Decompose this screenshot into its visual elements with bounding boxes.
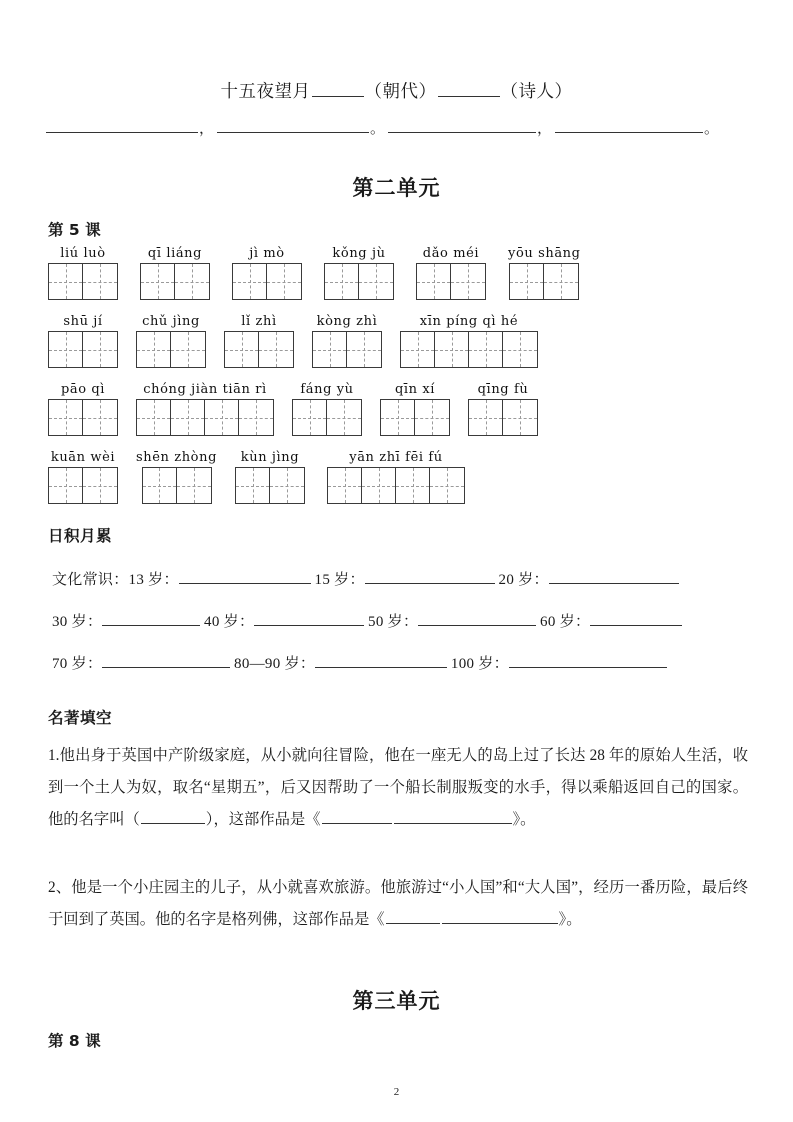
character-cell[interactable] [83, 468, 117, 503]
character-cell[interactable] [137, 400, 171, 435]
pinyin-label: shēn zhòng [136, 450, 217, 465]
age-answer-blank[interactable] [315, 652, 447, 668]
pinyin-writing-grid [48, 242, 748, 514]
mingzhu-item-1-text-part1: 1.他出身于英国中产阶级家庭，从小就向往冒险，他在一座无人的岛上过了长达 28 年的原始人生活，收到一个土人为奴，取名“星期五”，后又因帮助了一个船长制服叛变的水手，得以乘船返回自己的国家。他的名字叫（ [48, 747, 748, 828]
riji-yuelei-heading: 日积月累 [48, 527, 113, 545]
character-box-group[interactable] [48, 467, 118, 504]
pinyin-grid-row [48, 378, 748, 436]
character-cell[interactable] [225, 332, 259, 367]
pinyin-label: kǒng jù [332, 246, 386, 261]
age-answer-blank[interactable] [549, 568, 679, 584]
pinyin-word-unit [48, 382, 118, 436]
pinyin-word-unit [136, 450, 217, 504]
unit-3-heading: 第三单元 [352, 989, 441, 1013]
pinyin-word-unit [232, 246, 302, 300]
mingzhu-item-2-work-blank-a[interactable] [386, 908, 440, 924]
age-fill-line [52, 652, 752, 674]
character-cell[interactable] [401, 332, 435, 367]
age-label: 20 岁： [498, 572, 549, 588]
pinyin-label: chóng jiàn tiān rì [143, 382, 267, 397]
poem-title-row [0, 78, 793, 103]
character-cell[interactable] [171, 332, 205, 367]
poem-title: 十五夜望月 [220, 81, 311, 101]
character-cell[interactable] [83, 264, 117, 299]
character-cell[interactable] [417, 264, 451, 299]
mingzhu-item-2 [48, 872, 748, 936]
character-box-group[interactable] [509, 263, 579, 300]
mingzhu-item-1-work-blank-b[interactable] [394, 808, 512, 824]
pinyin-label: liú luò [60, 246, 106, 261]
pinyin-word-unit [235, 450, 305, 504]
pinyin-label: lǐ zhì [241, 314, 277, 329]
character-box-group[interactable] [142, 467, 212, 504]
pinyin-grid-row [48, 242, 748, 300]
pinyin-word-unit [324, 246, 394, 300]
character-box-group[interactable] [416, 263, 486, 300]
page-number: 2 [393, 1086, 400, 1098]
age-answer-blank[interactable] [509, 652, 667, 668]
poem-dynasty-blank[interactable] [312, 79, 364, 98]
pinyin-label: yān zhī fēi fú [349, 450, 443, 465]
character-cell[interactable] [270, 468, 304, 503]
character-cell[interactable] [205, 400, 239, 435]
character-cell[interactable] [239, 400, 273, 435]
poem-poet-blank[interactable] [438, 79, 500, 98]
age-answer-blank[interactable] [590, 610, 682, 626]
character-box-group[interactable] [235, 467, 305, 504]
character-cell[interactable] [49, 468, 83, 503]
poem-comma-1: ， [199, 121, 215, 137]
age-label: 100 岁： [450, 656, 509, 672]
pinyin-word-unit [292, 382, 362, 436]
lesson-8-label: 第 8 课 [48, 1032, 101, 1050]
age-label: 15 岁： [314, 572, 365, 588]
mingzhu-tiankong-heading: 名著填空 [48, 709, 113, 727]
character-box-group[interactable] [468, 399, 538, 436]
character-cell[interactable] [259, 332, 293, 367]
mingzhu-item-2-work-blank-b[interactable] [442, 908, 558, 924]
pinyin-word-unit [327, 450, 465, 504]
pinyin-label: qīng fù [477, 382, 529, 397]
character-cell[interactable] [327, 400, 361, 435]
pinyin-label: qī liáng [147, 246, 203, 261]
age-label: 13 岁： [128, 572, 179, 588]
character-box-group[interactable] [48, 331, 118, 368]
age-label: 70 岁： [52, 656, 103, 672]
age-answer-blank[interactable] [365, 568, 495, 584]
character-cell[interactable] [171, 400, 205, 435]
character-cell[interactable] [137, 332, 171, 367]
mingzhu-item-2-text-part2: 》。 [558, 911, 582, 928]
pinyin-word-unit [48, 246, 118, 300]
age-answer-blank[interactable] [102, 652, 230, 668]
character-cell[interactable] [544, 264, 578, 299]
character-box-group[interactable] [224, 331, 294, 368]
poem-dynasty-label: （朝代） [364, 81, 437, 101]
pinyin-label: xīn píng qì hé [419, 314, 519, 329]
age-answer-blank[interactable] [418, 610, 536, 626]
poem-comma-2: ， [537, 121, 553, 137]
character-cell[interactable] [313, 332, 347, 367]
poem-line1-blank[interactable] [46, 116, 198, 133]
character-box-group[interactable] [140, 263, 210, 300]
character-box-group[interactable] [232, 263, 302, 300]
character-box-group[interactable] [312, 331, 382, 368]
poem-line2-blank[interactable] [217, 116, 369, 133]
age-fill-line [52, 610, 752, 632]
poem-line3-blank[interactable] [388, 116, 536, 133]
mingzhu-item-2-text-part1: 2、他是一个小庄园主的儿子，从小就喜欢旅游。他旅游过“小人国”和“大人国”，经历一番历险，最后终于回到了英国。他的名字是格列佛，这部作品是《 [48, 879, 748, 928]
age-label: 60 岁： [540, 614, 591, 630]
cultural-knowledge-prefix: 文化常识： [52, 572, 129, 588]
pinyin-word-unit [48, 450, 118, 504]
character-box-group[interactable] [292, 399, 362, 436]
pinyin-word-unit [136, 382, 274, 436]
pinyin-label: dǎo méi [422, 246, 480, 261]
character-box-group[interactable] [400, 331, 538, 368]
character-cell[interactable] [325, 264, 359, 299]
pinyin-label: kuān wèi [50, 450, 116, 465]
pinyin-word-unit [224, 314, 294, 368]
poem-recitation-blanks [46, 116, 751, 138]
character-box-group[interactable] [136, 399, 274, 436]
cultural-knowledge-blanks [52, 568, 752, 694]
character-box-group[interactable] [380, 399, 450, 436]
age-label: 40 岁： [204, 614, 255, 630]
age-label: 30 岁： [52, 614, 103, 630]
pinyin-word-unit [416, 246, 486, 300]
character-cell[interactable] [503, 400, 537, 435]
pinyin-word-unit [508, 246, 581, 300]
pinyin-word-unit [312, 314, 382, 368]
pinyin-word-unit [380, 382, 450, 436]
poem-period-2: 。 [704, 121, 720, 137]
age-label: 50 岁： [368, 614, 419, 630]
age-answer-blank[interactable] [102, 610, 200, 626]
pinyin-label: kòng zhì [316, 314, 378, 329]
pinyin-word-unit [400, 314, 538, 368]
poem-line4-blank[interactable] [555, 116, 703, 133]
unit-2-heading: 第二单元 [352, 176, 441, 200]
character-cell[interactable] [359, 264, 393, 299]
pinyin-label: pāo qì [60, 382, 106, 397]
mingzhu-item-1-text-part3: 》。 [512, 811, 536, 828]
character-cell[interactable] [469, 332, 503, 367]
character-box-group[interactable] [136, 331, 206, 368]
character-cell[interactable] [435, 332, 469, 367]
pinyin-grid-row [48, 446, 748, 504]
character-cell[interactable] [328, 468, 362, 503]
character-cell[interactable] [233, 264, 267, 299]
pinyin-label: chǔ jìng [142, 314, 200, 329]
age-fill-line [52, 568, 752, 590]
character-cell[interactable] [49, 400, 83, 435]
pinyin-label: jì mò [249, 246, 285, 261]
character-box-group[interactable] [48, 263, 118, 300]
lesson-5-label: 第 5 课 [48, 221, 101, 239]
mingzhu-item-1-work-blank-a[interactable] [322, 808, 392, 824]
character-cell[interactable] [347, 332, 381, 367]
character-cell[interactable] [236, 468, 270, 503]
character-cell[interactable] [415, 400, 449, 435]
pinyin-label: shū jí [63, 314, 103, 329]
pinyin-label: kùn jìng [240, 450, 300, 465]
character-cell[interactable] [503, 332, 537, 367]
character-cell[interactable] [430, 468, 464, 503]
character-cell[interactable] [143, 468, 177, 503]
character-cell[interactable] [396, 468, 430, 503]
character-cell[interactable] [83, 400, 117, 435]
character-cell[interactable] [83, 332, 117, 367]
character-cell[interactable] [510, 264, 544, 299]
character-cell[interactable] [293, 400, 327, 435]
character-cell[interactable] [49, 332, 83, 367]
mingzhu-item-1-name-blank[interactable] [141, 808, 205, 824]
mingzhu-item-1 [48, 740, 748, 836]
pinyin-word-unit [140, 246, 210, 300]
age-label: 80—90 岁： [234, 656, 316, 672]
age-answer-blank[interactable] [254, 610, 364, 626]
mingzhu-item-1-text-part2: ），这部作品是《 [205, 811, 321, 828]
character-cell[interactable] [451, 264, 485, 299]
poem-period-1: 。 [370, 121, 386, 137]
pinyin-word-unit [48, 314, 118, 368]
poem-poet-label: （诗人） [500, 81, 573, 101]
character-cell[interactable] [469, 400, 503, 435]
character-box-group[interactable] [327, 467, 465, 504]
pinyin-label: yōu shāng [508, 246, 581, 261]
pinyin-grid-row [48, 310, 748, 368]
pinyin-word-unit [468, 382, 538, 436]
character-cell[interactable] [381, 400, 415, 435]
pinyin-word-unit [136, 314, 206, 368]
character-cell[interactable] [141, 264, 175, 299]
character-cell[interactable] [267, 264, 301, 299]
age-answer-blank[interactable] [179, 568, 311, 584]
character-box-group[interactable] [48, 399, 118, 436]
character-cell[interactable] [177, 468, 211, 503]
pinyin-label: fáng yù [300, 382, 354, 397]
character-cell[interactable] [175, 264, 209, 299]
character-cell[interactable] [49, 264, 83, 299]
character-box-group[interactable] [324, 263, 394, 300]
character-cell[interactable] [362, 468, 396, 503]
pinyin-label: qīn xí [394, 382, 436, 397]
